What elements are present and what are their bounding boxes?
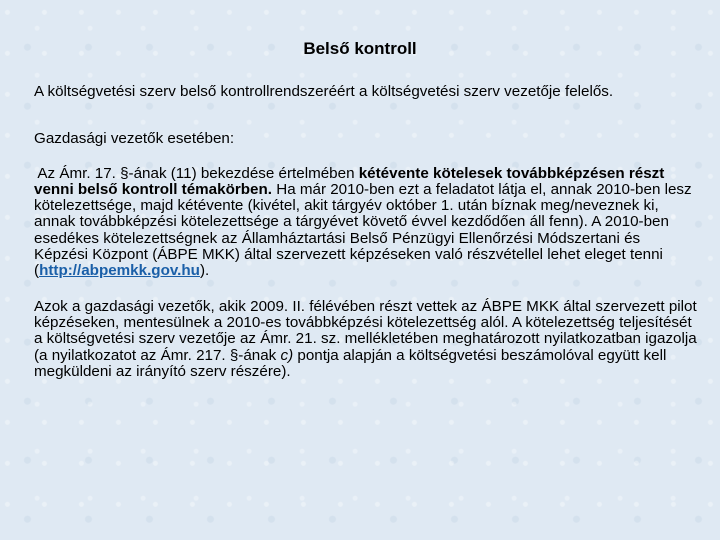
paragraph-training-obligation bbox=[34, 166, 698, 280]
training-bold-text: kétévente kötelesek továbbképzésen részt venni belső kontroll témakörben. bbox=[34, 164, 665, 198]
paragraph-economic-leaders-heading: Gazdasági vezetők esetében: bbox=[34, 130, 235, 148]
abpemkk-link[interactable]: http://abpemkk.gov.hu bbox=[39, 262, 200, 280]
training-closing-text: ). bbox=[199, 262, 210, 280]
training-body-text: Ha már 2010-ben ezt a feladatot látja el, annak 2010-ben lesz kötelezettsége, majd kétévente (kivétel, akit tárgyév október 1. után bíznak meg/neveznek ki, annak továbbképzési kötelezettsége a tárgyévet követő évvel kezdődően áll fenn). A 2010-ben esedékes kötelezettségnek az Államháztartási Belső Pénzügyi Ellenőrzési Módszertani és Képzési Központ (ÁBPE MKK) által szervezett képzéseken való részvétellel lehet eleget tenni ( bbox=[34, 180, 692, 280]
slide-title: Belső kontroll bbox=[303, 39, 417, 58]
exemption-closing-text: pontja alapján a költségvetési beszámolóval együtt kell megküldeni az irányító szerv részére). bbox=[34, 346, 667, 380]
paragraph-responsibility: A költségvetési szerv belső kontrollrendszeréért a költségvetési szerv vezetője felelős. bbox=[34, 83, 614, 100]
paragraph-pilot-exemption bbox=[34, 299, 698, 380]
exemption-italic-ref: c) bbox=[280, 346, 294, 364]
slide-body bbox=[34, 84, 698, 380]
exemption-text: Azok a gazdasági vezetők, akik 2009. II. félévében részt vettek az ÁBPE MKK által szervezett pilot képzéseken, mentesülnek a 2010-es továbbképzési kötelezettség alól. A kötelezettség teljesítését a költségvetési szerv vezetője az Ámr. 21. sz. mellékletében meghatározott nyilatkozatban igazolja (a nyilatkozatot az Ámr. 217. §-ának bbox=[34, 297, 697, 364]
training-lead-text: Az Ámr. 17. §-ának (11) bekezdése értelmében bbox=[34, 164, 359, 182]
